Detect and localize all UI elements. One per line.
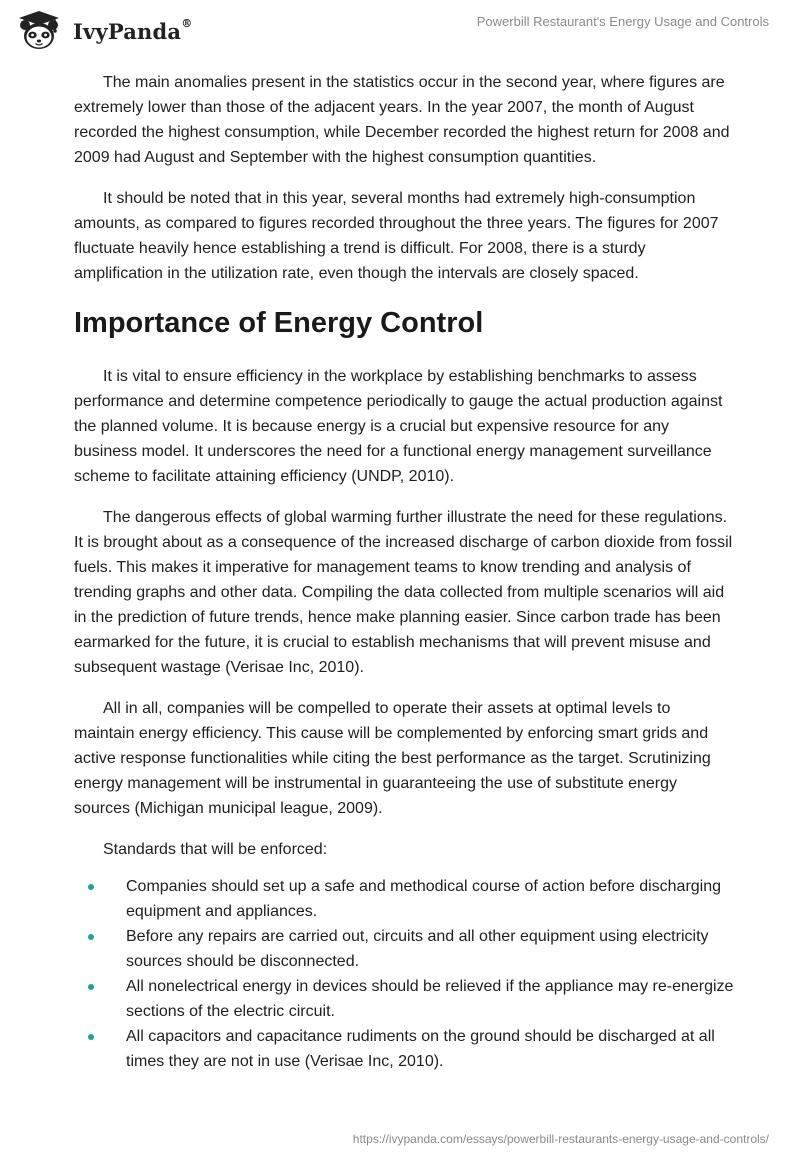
- list-item: [74, 974, 734, 1024]
- paragraph: All in all, companies will be compelled to operate their assets at optimal levels to maintain energy efficiency. This cause will be complemented by enforcing smart grids and active response functionalities while citing the best performance as the target. Scrutinizing energy management will be instrumental in guaranteeing the use of substitute energy sources (Michigan municipal league, 2009).: [74, 700, 711, 817]
- bullet-icon: [88, 934, 94, 940]
- logo-wordmark: IvyPanda®: [73, 16, 193, 44]
- paragraph: The main anomalies present in the statistics occur in the second year, where figures are extremely lower than those of the adjacent years. In the year 2007, the month of August recorded the highest consumption, while December recorded the highest return for 2008 and 2009 had August and September with the highest consumption quantities.: [74, 74, 730, 166]
- page-header: [0, 0, 800, 60]
- standards-intro: Standards that will be enforced:: [103, 841, 328, 858]
- ivypanda-logo[interactable]: [13, 10, 192, 52]
- list-item-text: All nonelectrical energy in devices should be relieved if the appliance may re-energize sections of the electric circuit.: [126, 978, 734, 1020]
- section-heading: Importance of Energy Control: [74, 307, 484, 339]
- paragraph: It should be noted that in this year, several months had extremely high-consumption amounts, as compared to figures recorded throughout the three years. The figures for 2007 fluctuate heavily hence establishing a trend is difficult. For 2008, there is a sturdy amplification in the utilization rate, even though the intervals are closely spaced.: [74, 190, 719, 282]
- bullet-icon: [88, 1034, 94, 1040]
- essay-content: [74, 70, 734, 1074]
- list-item-text: Before any repairs are carried out, circuits and all other equipment using electricity sources should be disconnected.: [126, 928, 709, 970]
- bullet-icon: [88, 884, 94, 890]
- list-item-text: Companies should set up a safe and methodical course of action before discharging equipment and appliances.: [126, 878, 722, 920]
- standards-list: [74, 874, 734, 1074]
- source-url[interactable]: https://ivypanda.com/essays/powerbill-restaurants-energy-usage-and-controls/: [352, 1132, 769, 1146]
- list-item: [74, 874, 734, 924]
- list-item: [74, 1024, 734, 1074]
- document-title: Powerbill Restaurant's Energy Usage and Controls: [476, 14, 769, 29]
- bullet-icon: [88, 984, 94, 990]
- list-item: [74, 924, 734, 974]
- paragraph: It is vital to ensure efficiency in the workplace by establishing benchmarks to assess performance and determine competence periodically to gauge the actual production against the planned volume. It is because energy is a crucial but expensive resource for any business model. It underscores the need for a functional energy management surveillance scheme to facilitate attaining efficiency (UNDP, 2010).: [74, 368, 723, 485]
- panda-graduate-icon: [13, 10, 65, 52]
- list-item-text: All capacitors and capacitance rudiments on the ground should be discharged at all times they are not in use (Verisae Inc, 2010).: [126, 1028, 715, 1070]
- paragraph: The dangerous effects of global warming further illustrate the need for these regulations. It is brought about as a consequence of the increased discharge of carbon dioxide from fossil fuels. This makes it imperative for management teams to know trending and analysis of trending graphs and other data. Compiling the data collected from multiple scenarios will aid in the prediction of future trends, hence make planning easier. Since carbon trade has been earmarked for the future, it is crucial to establish mechanisms that will prevent misuse and subsequent wastage (Verisae Inc, 2010).: [74, 509, 733, 676]
